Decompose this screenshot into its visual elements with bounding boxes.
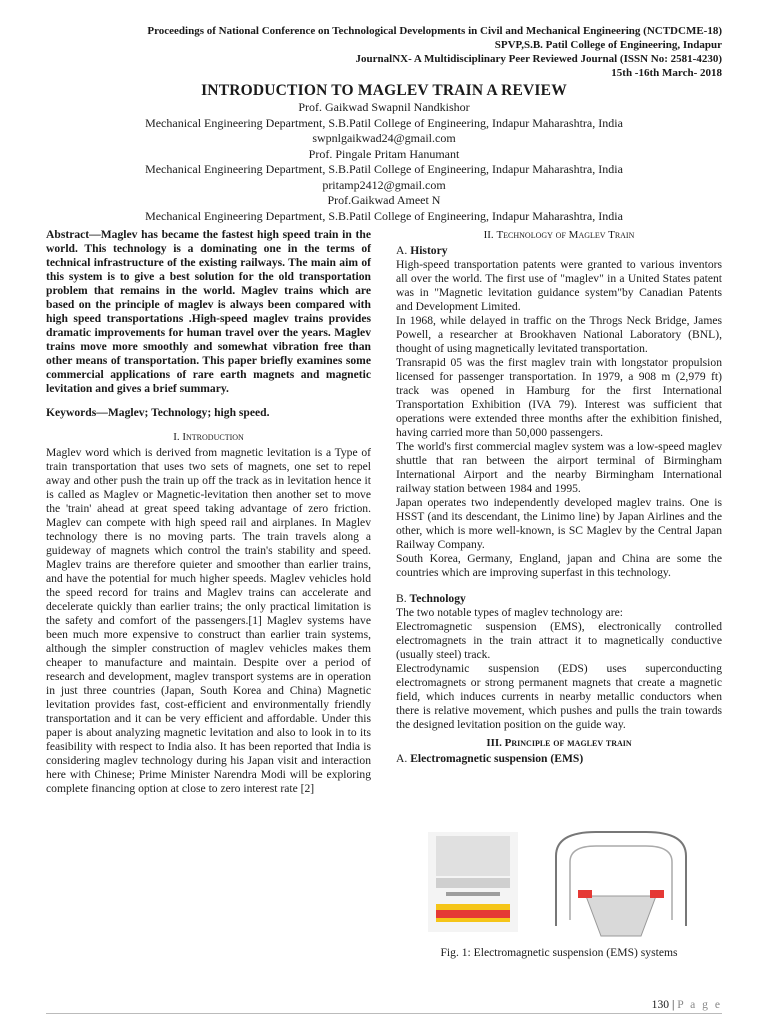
subsection-technology-heading [396,592,722,606]
subsection-history-letter: A. [396,244,408,257]
guideway-support [586,896,656,936]
guide-rail [436,878,510,888]
technology-paragraph: Electromagnetic suspension (EMS), electronically controlled electromagnets in the train attract it to magnetically conductive (usually steel) track. [396,620,722,661]
ems-diagram [396,826,722,946]
header-line-3: JournalNX- A Multidisciplinary Peer Reviewed Journal (ISSN No: 2581-4230) [355,53,722,65]
technology-paragraph: The two notable types of maglev technology are: [396,606,623,619]
history-paragraph: The world's first commercial maglev system was a low-speed maglev shuttle that ran between the airport terminal of Birmingham International Airport and the nearby Birmingham International railway station between 1984 and 1995. [396,440,722,495]
subsection-history-heading [396,244,722,258]
author-block [0,100,768,224]
subsection-technology-title: Technology [409,592,466,605]
arrow-bar [446,892,500,896]
author-3-affiliation: Mechanical Engineering Department, S.B.Patil College of Engineering, Indapur Maharashtra, India [145,208,623,223]
history-paragraph: In 1968, while delayed in traffic on the Throgs Neck Bridge, James Powell, a researcher at Brookhaven National Laboratory (BNL), thought of using magnetically levitated transportation. [396,314,722,355]
page-number [652,998,722,1011]
ems-figure [396,826,722,946]
electromagnet-left [578,890,592,898]
magnet-strip-yellow-lower [436,918,510,922]
section-3-heading [396,736,722,750]
author-1-name: Prof. Gaikwad Swapnil Nandkishor [298,100,470,114]
electromagnet-right [650,890,664,898]
author-1-affiliation: Mechanical Engineering Department, S.B.Patil College of Engineering, Indapur Maharashtra, India [145,115,623,130]
paper-title: INTRODUCTION TO MAGLEV TRAIN A REVIEW [201,82,567,99]
keywords: Keywords—Maglev; Technology; high speed. [46,406,270,419]
page-number-value: 130 [651,998,670,1011]
section-2-title: Technology of Maglev Train [496,229,635,241]
magnet-strip-red [436,910,510,918]
train-body-section [436,836,510,876]
history-paragraph: Japan operates two independently developed maglev trains. One is HSST (and its descendant, the Linimo line) by Japan Airlines and the other, which is more well-known, is SC Maglev by the Central Japan Railway Company. [396,496,722,551]
section-1-heading [46,430,371,444]
magnet-strip-yellow [436,904,510,910]
right-column [396,228,722,766]
subsection-history-title: History [410,244,448,257]
abstract: Abstract—Maglev has became the fastest high speed train in the world. This technology is a dominating one in the terms of technical infrastructure of the existing railways. The main aim of this system is to give a best solution for the old transportation problem that remains in the world. Maglev trains which are based on the principle of maglev is always been compared with high speed transportations .High-speed maglev trains provides dramatic improvements for human travel over the years. Maglev trains move more smoothly and somewhat vibration free than other means of transportation. This paper briefly examines some commercial applications of rare earth magnets and magnetic levitation and gives a brief summary. [46,228,371,395]
figure-caption: Fig. 1: Electromagnetic suspension (EMS) systems [440,946,678,959]
author-1-email[interactable]: swpnlgaikwad24@gmail.com [312,131,456,145]
history-paragraph: Transrapid 05 was the first maglev train with longstator propulsion licensed for passenger transportation. In 1979, a 908 m (2,979 ft) track was opened in Hamburg for the first International Transportation Exhibition (IVA 79). Interest was sufficient that operations were extended three months after the exhibition finished, having carried more than 50,000 passengers. [396,356,722,439]
technology-paragraph: Electrodynamic suspension (EDS) uses superconducting electromagnets or strong permanent magnets that create a magnetic field, which induces currents in nearby metallic conductors when there is relative movement, which pushes and pulls the train towards the designed levitation position on the guide way. [396,662,722,731]
author-2-email[interactable]: pritamp2412@gmail.com [322,177,446,192]
section-1-text: Maglev word which is derived from magnetic levitation is a Type of train transportation that uses two sets of magnets, one set to repel away and other push the train up off the track as in levitation hence it is called as Maglev or Magnetic-levitation then another set to move the 'train' ahead at great speed taking advantage of zero friction. Maglev can compete with high speed rail and airplanes. In Maglev technology there is no moving parts. The train travels along a guideway of magnets which control the train's stability and speed. Maglev trains are therefore quieter and smoother than earlier trains, and have the potential for much higher speeds. Maglev vehicles hold the speed record for trains and Maglev trains can accelerate and decelerate quickly than earlier trains; the only practical limitation is the safety and comfort of the passengers.[1] Maglev systems have been much more expensive to construct than earlier train systems, although the simpler construction of maglev vehicles makes them cheaper to manufacture and maintain. Despite over a period of research and development, maglev transport systems are in operation in just three countries (Japan, South Korea and China) Magnetic levitation provides fast, cost-efficient and environmentally friendly transportation and it can be very efficient and affordable. Under this paper is about analyzing magnetic levitation and also to look in to its feasibility with respect to India also. It has been reported that India is considering maglev technology during his Japan visit and interaction here with Chinese; Prime Minister Narendra Modi will be exploring complete financing option at close to zero interest rate [2] [46,446,371,795]
footer-rule [46,1013,722,1014]
section-3-number: III. [486,737,502,749]
left-column [46,228,371,796]
author-2-name: Prof. Pingale Pritam Hanumant [308,146,460,161]
section-1-title: Introduction [182,431,244,443]
section-3-title: Principle of maglev train [504,737,632,749]
subsection-ems-letter: A. [396,752,408,765]
page-separator: | [671,998,675,1011]
section-1-number: I. [173,431,180,443]
section-2-heading [396,228,722,242]
page-label: P a g e [677,998,722,1011]
subsection-ems-title: Electromagnetic suspension (EMS) [410,752,584,765]
history-paragraph: South Korea, Germany, England, japan and China are some the countries which are improving superfast in this technology. [396,552,722,579]
header-line-2: SPVP,S.B. Patil College of Engineering, Indapur [494,39,722,51]
conference-header [46,24,722,80]
author-2-affiliation: Mechanical Engineering Department, S.B.Patil College of Engineering, Indapur Maharashtra, India [145,162,623,176]
author-3-name: Prof.Gaikwad Ameet N [327,193,441,207]
subsection-technology-letter: B. [396,592,407,605]
header-line-1: Proceedings of National Conference on Technological Developments in Civil and Mechanical Engineering (NCTDCME-18) [147,25,722,37]
history-paragraph: High-speed transportation patents were granted to various inventors all over the world. The first use of "maglev" in a United States patent was in "Magnetic levitation guidance system"by Canadian Patents and Development Limited. [396,258,722,313]
section-2-number: II. [483,229,494,241]
header-line-4: 15th -16th March- 2018 [611,67,722,79]
subsection-ems-heading [396,752,722,766]
